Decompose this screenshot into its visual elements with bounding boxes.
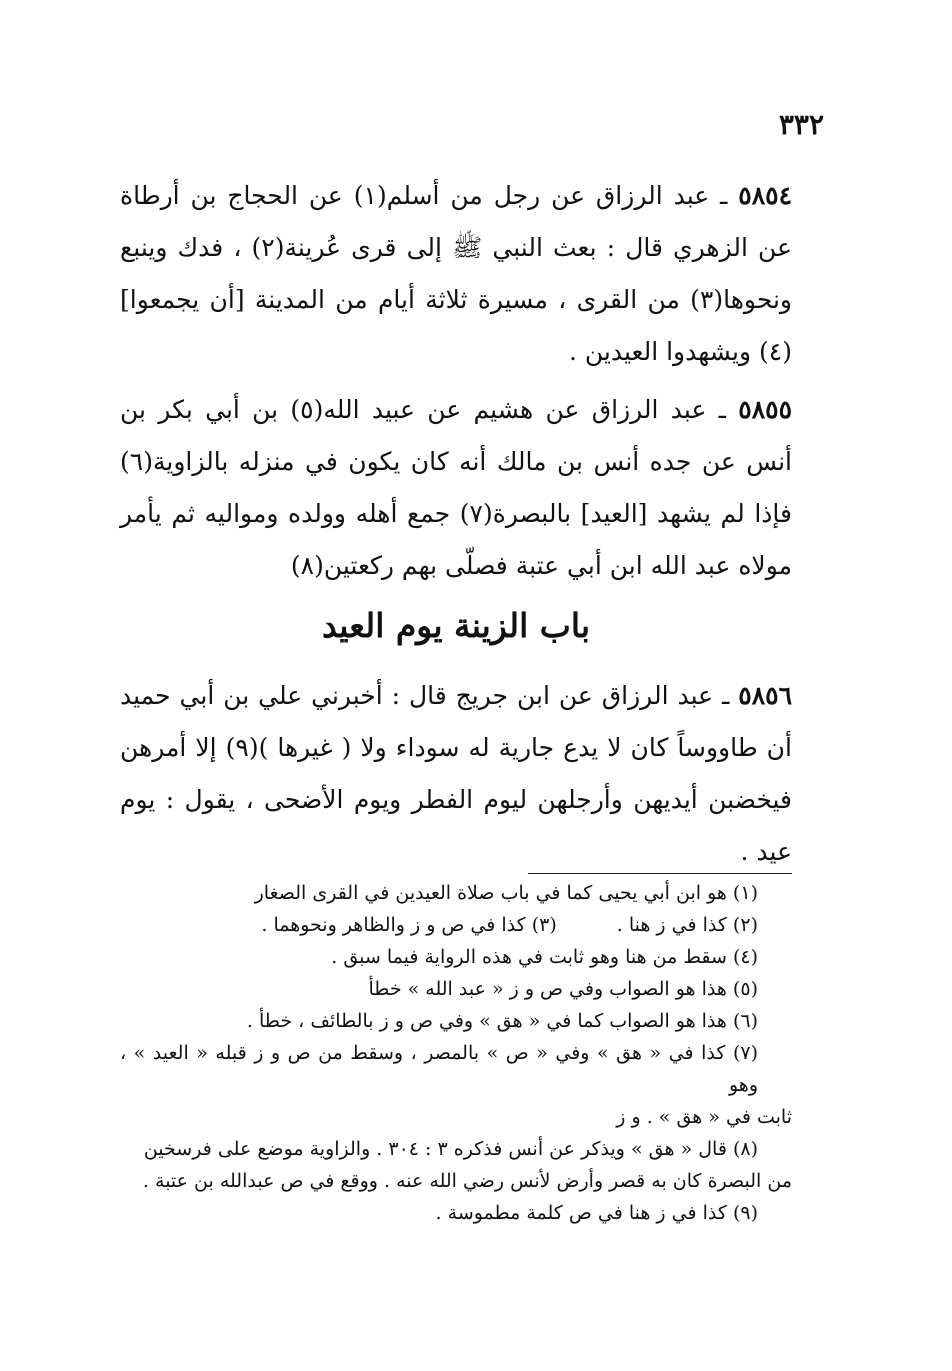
footnote-5: (٥) هذا هو الصواب وفي ص و ز « عبد الله » خطأ <box>368 978 758 1000</box>
chapter-title: باب الزينة يوم العيد <box>321 606 591 645</box>
footnote-7: (٧) كذا في « هق » وفي « ص » بالمصر ، وسقط من ص و ز قبله « العيد » ، وهو <box>120 1042 758 1096</box>
footnote-7-continued: ثابت في « هق » . و ز <box>616 1106 792 1128</box>
footnote-9: (٩) كذا في ز هنا في ص كلمة مطموسة . <box>435 1202 758 1224</box>
hadith-text: ـ عبد الرزاق عن هشيم عن عبيد الله(٥) بن أبي بكر بن أنس عن جده أنس بن مالك أنه كان يكون في منزله بالزاوية(٦) فإذا لم يشهد [العيد] بالبصرة(٧) جمع أهله وولده ومواليه ثم يأمر مولاه عبد الله ابن أبي عتبة فصلّى بهم ركعتين(٨) <box>120 395 792 580</box>
footnote-4: (٤) سقط من هنا وهو ثابت في هذه الرواية فيما سبق . <box>331 946 758 968</box>
footnote-2-3 <box>120 909 792 941</box>
hadith-text: ـ عبد الرزاق عن ابن جريج قال : أخبرني علي بن أبي حميد أن طاووساً كان لا يدع جارية له سوداء ولا ( غيرها )(٩) إلا أمرهن فيخضبن أيديهن وأرجلهن ليوم الفطر ويوم الأضحى ، يقول : يوم عيد . <box>120 681 792 866</box>
hadith-text: ـ عبد الرزاق عن رجل من أسلم(١) عن الحجاج بن أرطاة عن الزهري قال : بعث النبي ﷺ إلى قرى عُرينة(٢) ، فدك وينبع ونحوها(٣) من القرى ، مسيرة ثلاثة أيام من المدينة [أن يجمعوا](٤) ويشهدوا العيدين . <box>120 181 792 366</box>
footnote-3: (٣) كذا في ص و ز والظاهر ونحوهما . <box>261 914 557 936</box>
hadith-5854 <box>120 170 792 378</box>
hadith-number: ٥٨٥٥ <box>738 395 792 424</box>
footnote-8-continued: من البصرة كان به قصر وأرض لأنس رضي الله عنه . ووقع في ص عبدالله بن عتبة . <box>142 1170 792 1192</box>
page-number: ٣٣٢ <box>778 108 824 141</box>
hadith-number: ٥٨٥٦ <box>738 681 792 710</box>
footnote-6: (٦) هذا هو الصواب كما في « هق » وفي ص و ز بالطائف ، خطأ . <box>246 1010 758 1032</box>
hadith-5855 <box>120 384 792 592</box>
footnote-2: (٢) كذا في ز هنا . <box>616 914 758 936</box>
footnote-separator <box>528 873 792 874</box>
footnote-1: (١) هو ابن أبي يحيى كما في باب صلاة العيدين في القرى الصغار <box>254 882 758 904</box>
hadith-5856 <box>120 670 792 878</box>
footnote-8: (٨) قال « هق » ويذكر عن أنس فذكره ٣ : ٣٠٤ . والزاوية موضع على فرسخين <box>143 1138 758 1160</box>
footnotes <box>120 877 792 1229</box>
hadith-number: ٥٨٥٤ <box>738 181 792 210</box>
